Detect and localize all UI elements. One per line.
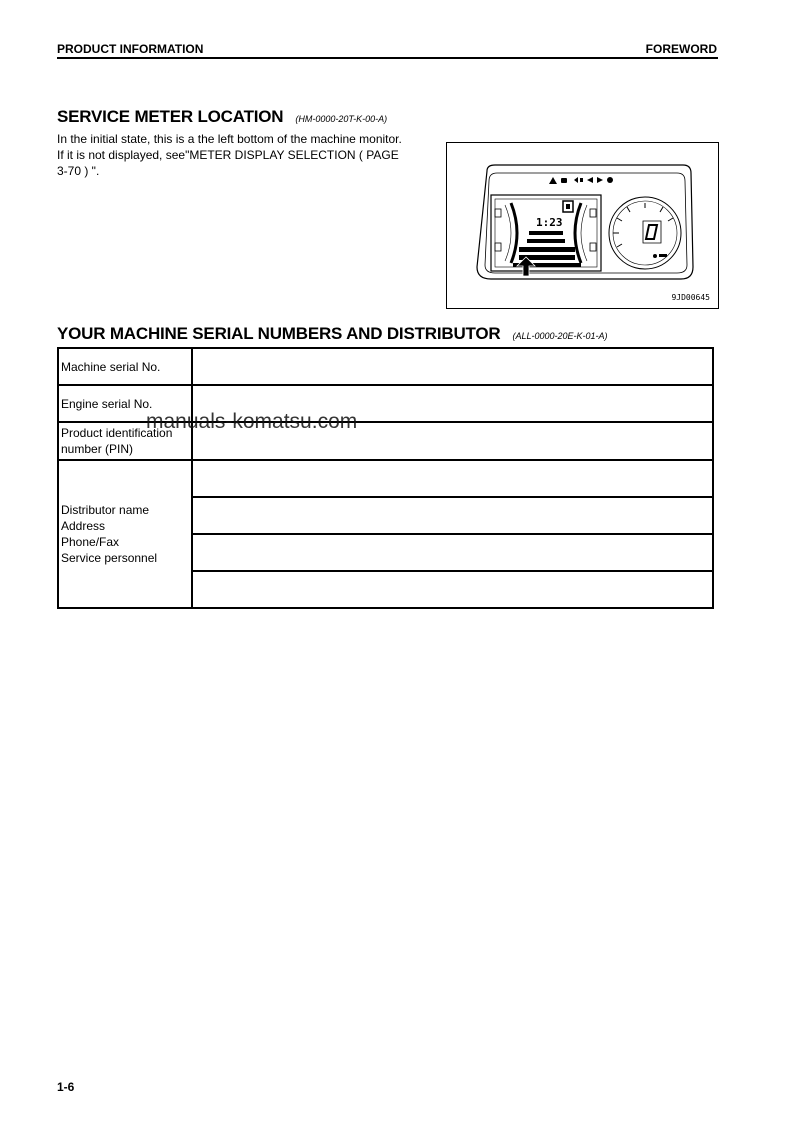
indicator-icons <box>549 177 613 184</box>
serial-numbers-heading <box>57 324 608 344</box>
serial-numbers-code: (ALL-0000-20E-K-01-A) <box>512 331 608 341</box>
distributor-label <box>58 460 192 608</box>
service-personnel-field[interactable] <box>192 571 713 608</box>
pin-label-line: number (PIN) <box>61 442 134 456</box>
monitor-clock-readout: 1:23 <box>536 216 563 229</box>
distributor-label-line: Address <box>61 519 106 533</box>
page-number: 1-6 <box>57 1080 75 1094</box>
service-meter-description <box>57 131 442 179</box>
pin-label-line: Product identification <box>61 426 173 440</box>
distributor-label-line: Phone/Fax <box>61 535 120 549</box>
description-line: If it is not displayed, see"METER DISPLAY SELECTION ( PAGE <box>57 148 399 162</box>
service-meter-title: SERVICE METER LOCATION <box>57 107 284 126</box>
table-row <box>58 460 713 497</box>
header-section-title: PRODUCT INFORMATION <box>57 42 204 56</box>
distributor-label-line: Distributor name <box>61 503 150 517</box>
serial-numbers-table <box>57 347 714 609</box>
phone-fax-field[interactable] <box>192 534 713 571</box>
serial-numbers-title: YOUR MACHINE SERIAL NUMBERS AND DISTRIBUTOR <box>57 324 501 343</box>
figure-code: 9JD00645 <box>671 293 710 302</box>
description-line: 3-70 ) ". <box>57 164 100 178</box>
machine-monitor-figure <box>446 142 719 309</box>
machine-serial-label: Machine serial No. <box>58 348 192 385</box>
description-line: In the initial state, this is a the left bottom of the machine monitor. <box>57 132 402 146</box>
address-field[interactable] <box>192 497 713 534</box>
machine-monitor-illustration <box>447 143 718 308</box>
header-rule <box>57 57 718 59</box>
watermark: manuals-komatsu.com <box>146 410 358 433</box>
distributor-name-field[interactable] <box>192 460 713 497</box>
service-meter-heading <box>57 107 387 127</box>
machine-serial-field[interactable] <box>192 348 713 385</box>
distributor-label-line: Service personnel <box>61 551 158 565</box>
header-chapter-title: FOREWORD <box>645 42 717 56</box>
table-row <box>58 348 713 385</box>
engine-serial-label: Engine serial No. <box>58 385 192 422</box>
service-meter-code: (HM-0000-20T-K-00-A) <box>295 114 388 124</box>
